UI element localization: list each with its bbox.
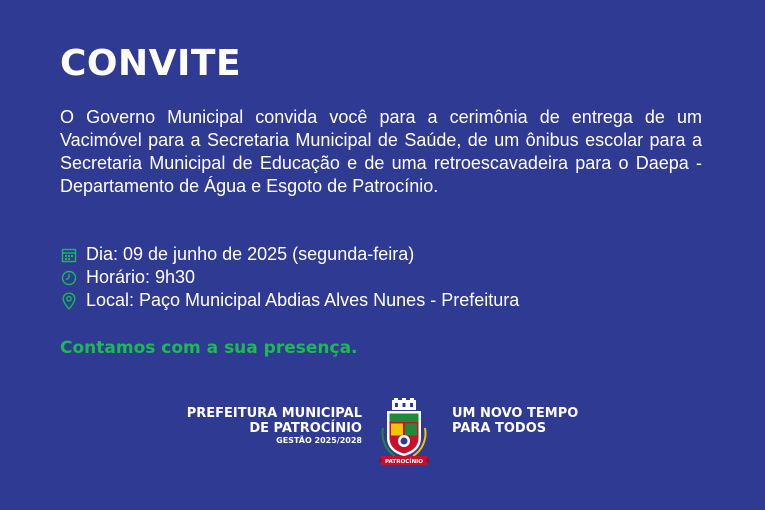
slogan-line-2: PARA TODOS xyxy=(452,421,547,436)
event-time: Horário: 9h30 xyxy=(86,267,196,287)
org-line-2: DE PATROCÍNIO xyxy=(249,421,362,436)
municipality-name xyxy=(187,406,362,446)
org-line-1: PREFEITURA MUNICIPAL xyxy=(186,406,362,421)
location-row xyxy=(60,289,519,312)
location-pin-icon xyxy=(60,292,78,310)
event-date: Dia: 09 de junho de 2025 (segunda-feira) xyxy=(86,244,415,264)
invitation-title: CONVITE xyxy=(60,43,242,84)
slogan xyxy=(452,406,578,436)
crest-label: PATROCÍNIO xyxy=(384,459,424,465)
event-details xyxy=(60,243,519,312)
term-label: GESTÃO 2025/2028 xyxy=(276,436,362,445)
time-row xyxy=(60,266,519,289)
date-row xyxy=(60,243,519,266)
slogan-line-1: UM NOVO TEMPO xyxy=(452,406,579,421)
closing-message: Contamos com a sua presença. xyxy=(60,338,358,358)
invitation-paragraph: O Governo Municipal convida você para a cerimônia de entrega de um Vacimóvel para a Secretaria Municipal de Saúde, de um ônibus escolar para a Secretaria Municipal de Educação e de uma retroescavadeira para o Daepa - Departamento de Água e Esgoto de Patrocínio. xyxy=(60,107,702,196)
city-crest-logo xyxy=(379,398,429,470)
clock-icon xyxy=(60,269,78,287)
calendar-icon xyxy=(60,246,78,264)
event-location: Local: Paço Municipal Abdias Alves Nunes - Prefeitura xyxy=(86,290,520,310)
